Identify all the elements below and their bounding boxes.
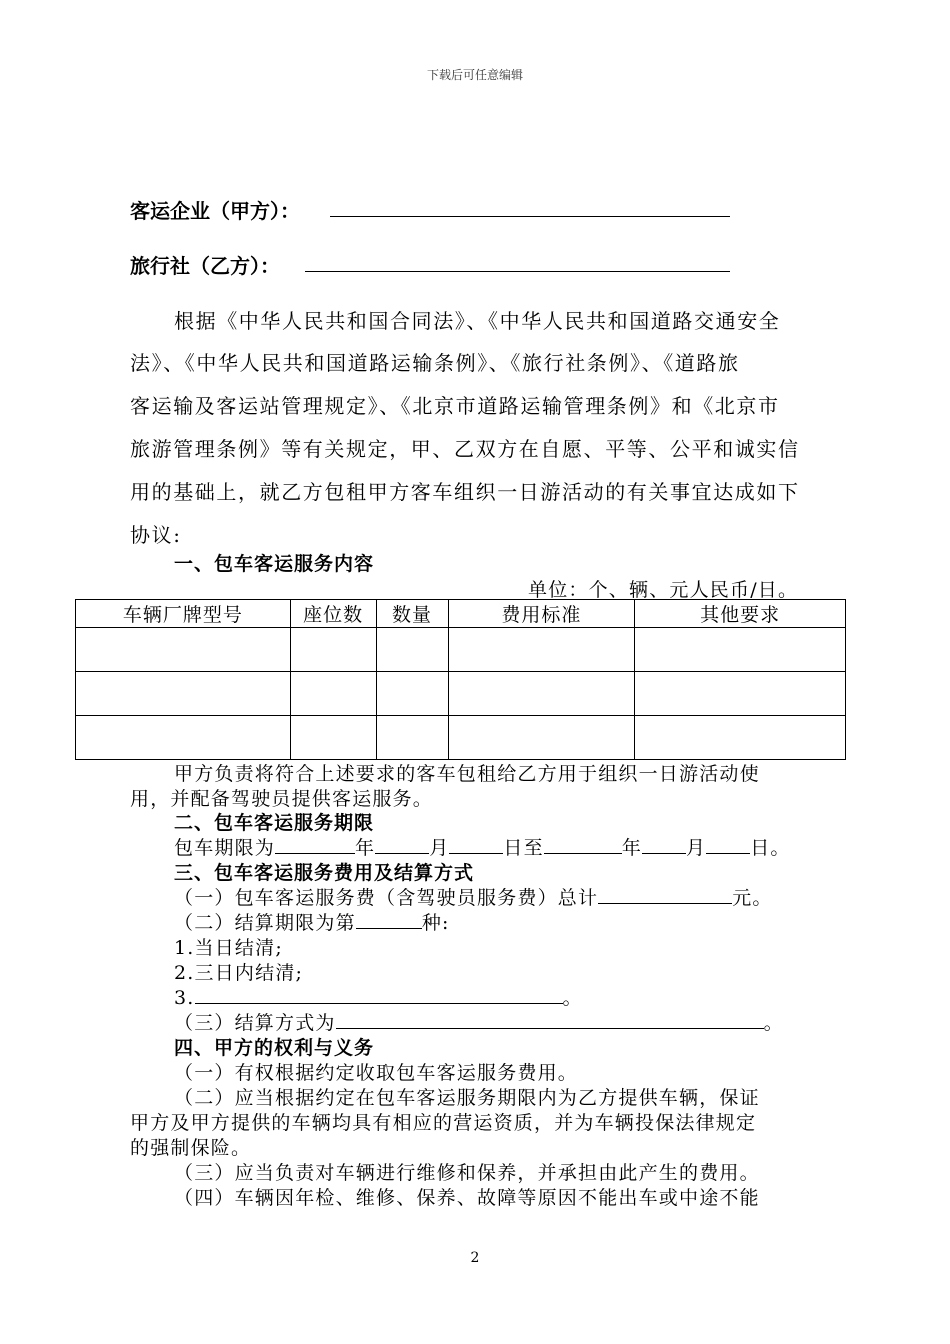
end-year-label: 年 xyxy=(621,837,643,859)
table-cell xyxy=(76,628,291,672)
column-header-fee: 费用标准 xyxy=(448,600,635,628)
party-a-line xyxy=(130,195,300,224)
table-cell xyxy=(376,716,448,760)
table-cell xyxy=(635,628,846,672)
intro-line-3: 客运输及客运站管理规定》、《北京市道路运输管理条例》和《北京市 xyxy=(130,394,780,418)
column-header-quantity: 数量 xyxy=(376,600,448,628)
fee-suffix: 元。 xyxy=(732,887,773,909)
page-number: 2 xyxy=(470,1250,480,1266)
start-year-blank xyxy=(275,836,355,854)
end-day-blank xyxy=(706,836,750,854)
fee-total-blank xyxy=(598,886,732,904)
intro-line-5: 用的基础上，就乙方包租甲方客车组织一日游活动的有关事宜达成如下 xyxy=(130,480,800,504)
section-1-after-line-2: 用，并配备驾驶员提供客运服务。 xyxy=(130,788,434,810)
method-suffix: 。 xyxy=(763,1012,784,1034)
period-prefix: 包车期限为 xyxy=(174,837,276,859)
section-3-title: 三、包车客运服务费用及结算方式 xyxy=(174,862,475,884)
table-row xyxy=(76,628,846,672)
section-2-title: 二、包车客运服务期限 xyxy=(174,812,375,834)
table-cell xyxy=(290,672,376,716)
term-line xyxy=(174,908,450,935)
option-1: 1.当日结清; xyxy=(174,937,283,959)
table-cell xyxy=(635,716,846,760)
fee-prefix: （一）包车客运服务费（含驾驶员服务费）总计 xyxy=(174,887,599,909)
option-2: 2.三日内结清; xyxy=(174,962,304,984)
term-prefix: （二）结算期限为第 xyxy=(174,912,356,934)
table-cell xyxy=(376,628,448,672)
section-4-item-2-line-2: 甲方及甲方提供的车辆均具有相应的营运资质，并为车辆投保法律规定 xyxy=(130,1112,757,1134)
term-blank xyxy=(356,911,422,929)
table-cell xyxy=(448,672,635,716)
table-cell xyxy=(376,672,448,716)
method-prefix: （三）结算方式为 xyxy=(174,1012,336,1034)
table-cell xyxy=(635,672,846,716)
option-3-prefix: 3. xyxy=(174,987,195,1009)
fee-line xyxy=(174,883,773,910)
table-cell xyxy=(448,628,635,672)
intro-line-1: 根据《中华人民共和国合同法》、《中华人民共和国道路交通安全 xyxy=(174,309,781,333)
section-4-item-2-line-3: 的强制保险。 xyxy=(130,1137,252,1159)
section-4-item-2-line-1: （二）应当根据约定在包车客运服务期限内为乙方提供车辆，保证 xyxy=(174,1087,760,1109)
method-line xyxy=(174,1008,784,1035)
period-line xyxy=(174,833,791,860)
start-day-blank xyxy=(449,836,503,854)
section-4-title: 四、甲方的权利与义务 xyxy=(174,1037,375,1059)
party-a-blank xyxy=(330,196,730,217)
unit-note: 单位：个、辆、元人民币/日。 xyxy=(528,579,799,601)
option-3-suffix: 。 xyxy=(562,987,583,1009)
end-day-label: 日。 xyxy=(750,837,791,859)
table-header-row xyxy=(76,600,846,628)
party-b-line xyxy=(130,250,280,279)
section-1-title: 一、包车客运服务内容 xyxy=(174,553,375,575)
page-header-watermark: 下载后可任意编辑 xyxy=(426,68,523,82)
table-row xyxy=(76,716,846,760)
party-b-label: 旅行社（乙方）： xyxy=(130,254,280,278)
party-a-label: 客运企业（甲方）： xyxy=(130,199,300,223)
section-4-item-3: （三）应当负责对车辆进行维修和保养，并承担由此产生的费用。 xyxy=(174,1162,760,1184)
end-year-blank xyxy=(544,836,622,854)
table-cell xyxy=(290,628,376,672)
table-cell xyxy=(76,672,291,716)
column-header-seats: 座位数 xyxy=(290,600,376,628)
method-blank xyxy=(336,1011,764,1029)
intro-line-4: 旅游管理条例》等有关规定，甲、乙双方在自愿、平等、公平和诚实信 xyxy=(130,437,800,461)
table-row xyxy=(76,672,846,716)
start-month-label: 月 xyxy=(429,837,450,859)
table-cell xyxy=(448,716,635,760)
intro-line-2: 法》、《中华人民共和国道路运输条例》、《旅行社条例》、《道路旅 xyxy=(130,351,740,375)
term-suffix: 种: xyxy=(421,912,450,934)
option-3-line xyxy=(174,983,583,1010)
start-month-blank xyxy=(375,836,429,854)
party-b-blank xyxy=(305,251,730,272)
section-4-item-4: （四）车辆因年检、维修、保养、故障等原因不能出车或中途不能 xyxy=(174,1187,760,1209)
section-1-after-line-1: 甲方负责将符合上述要求的客车包租给乙方用于组织一日游活动使 xyxy=(174,763,760,785)
start-year-label: 年 xyxy=(355,837,376,859)
end-month-label: 月 xyxy=(686,837,707,859)
section-4-item-1: （一）有权根据约定收取包车客运服务费用。 xyxy=(174,1062,579,1084)
table-cell xyxy=(76,716,291,760)
end-month-blank xyxy=(642,836,686,854)
day-to-label: 日至 xyxy=(503,837,544,859)
table-cell xyxy=(290,716,376,760)
intro-line-6: 协议: xyxy=(130,523,182,547)
column-header-other: 其他要求 xyxy=(635,600,846,628)
option-3-blank xyxy=(195,986,563,1004)
column-header-model: 车辆厂牌型号 xyxy=(76,600,291,628)
vehicle-table xyxy=(75,599,846,760)
